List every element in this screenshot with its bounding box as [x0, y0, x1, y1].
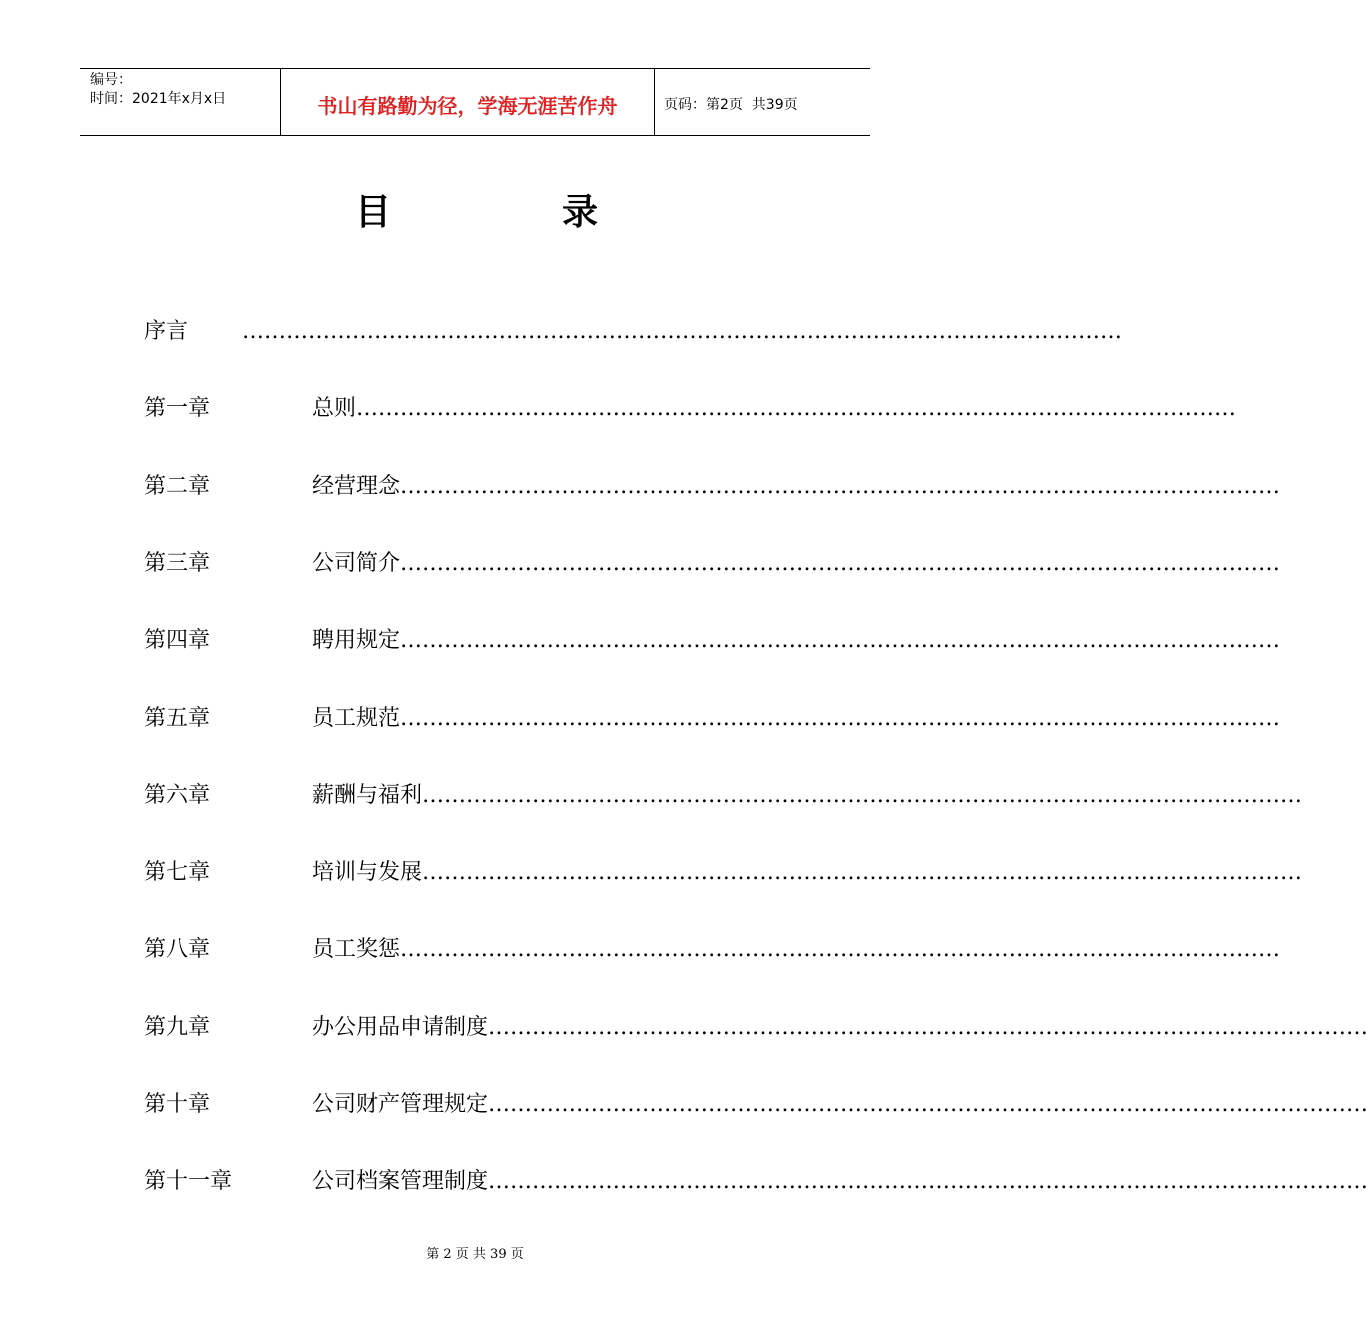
toc-entry[interactable] [144, 467, 1280, 507]
toc-dot-leader: ………………………………………………………………………………………………………… [400, 628, 1280, 653]
toc-dot-leader: ………………………………………………………………………………………………………… [488, 1169, 1368, 1194]
toc-chapter-label: 第八章 [144, 937, 211, 962]
header-page-cell [655, 69, 870, 135]
document-time-label: 时间：2021年x月x日 [90, 91, 227, 107]
toc-chapter-label: 第三章 [144, 551, 211, 576]
toc-dot-leader: ………………………………………………………………………………………………………… [488, 1015, 1368, 1040]
toc-chapter-title: 员工奖惩 [312, 937, 401, 962]
toc-chapter-label: 第四章 [144, 628, 211, 653]
toc-entry[interactable] [144, 312, 1122, 352]
toc-dot-leader: ………………………………………………………………………………………………………… [400, 551, 1280, 576]
toc-entry[interactable] [144, 699, 1280, 739]
toc-entry[interactable] [144, 544, 1280, 584]
toc-chapter-label: 第一章 [144, 396, 211, 421]
header-slogan-cell [281, 69, 655, 135]
toc-chapter-label: 第九章 [144, 1015, 211, 1040]
page-title [0, 188, 950, 238]
toc-chapter-title: 公司简介 [312, 551, 401, 576]
toc-chapter-label: 第十章 [144, 1092, 211, 1117]
toc-dot-leader: ………………………………………………………………………………………………………… [400, 474, 1280, 499]
toc-chapter-label: 序言 [144, 319, 189, 344]
toc-chapter-title: 培训与发展 [312, 860, 423, 885]
toc-chapter-title: 公司财产管理规定 [312, 1092, 489, 1117]
toc-entry[interactable] [144, 930, 1280, 970]
toc-chapter-title: 经营理念 [312, 474, 401, 499]
toc-dot-leader: ………………………………………………………………………………………………………… [242, 319, 1122, 344]
toc-chapter-title: 员工规范 [312, 706, 401, 731]
title-char-2: 录 [562, 192, 599, 233]
toc-chapter-title: 薪酬与福利 [312, 783, 423, 808]
toc-entry[interactable] [144, 853, 1302, 893]
toc-chapter-label: 第六章 [144, 783, 211, 808]
toc-dot-leader: ………………………………………………………………………………………………………… [422, 783, 1302, 808]
toc-chapter-title: 总则 [312, 396, 357, 421]
toc-chapter-label: 第七章 [144, 860, 211, 885]
toc-chapter-label: 第二章 [144, 474, 211, 499]
toc-chapter-label: 第五章 [144, 706, 211, 731]
toc-entry[interactable] [144, 776, 1302, 816]
toc-dot-leader: ………………………………………………………………………………………………………… [356, 396, 1236, 421]
footer-page-number: 第 2 页 共 39 页 [426, 1247, 524, 1262]
title-char-1: 目 [355, 192, 392, 233]
toc-dot-leader: ………………………………………………………………………………………………………… [422, 860, 1302, 885]
toc-entry[interactable] [144, 1162, 1368, 1202]
header-meta [80, 69, 281, 135]
toc-entry[interactable] [144, 1085, 1368, 1125]
document-number-label: 编号： [90, 72, 132, 88]
toc-entry[interactable] [144, 1008, 1368, 1048]
toc-chapter-label: 第十一章 [144, 1169, 233, 1194]
toc-chapter-title: 公司档案管理制度 [312, 1169, 489, 1194]
toc-dot-leader: ………………………………………………………………………………………………………… [488, 1092, 1368, 1117]
toc-chapter-title: 聘用规定 [312, 628, 401, 653]
toc-dot-leader: ………………………………………………………………………………………………………… [400, 706, 1280, 731]
header-page-label: 页码：第2页 共39页 [664, 97, 798, 113]
toc-chapter-title: 办公用品申请制度 [312, 1015, 489, 1040]
toc-dot-leader: ………………………………………………………………………………………………………… [400, 937, 1280, 962]
toc-entry[interactable] [144, 389, 1236, 429]
page-header [80, 68, 870, 136]
toc-entry[interactable] [144, 621, 1280, 661]
page-footer [0, 1245, 950, 1265]
header-slogan: 书山有路勤为径，学海无涯苦作舟 [317, 93, 618, 118]
